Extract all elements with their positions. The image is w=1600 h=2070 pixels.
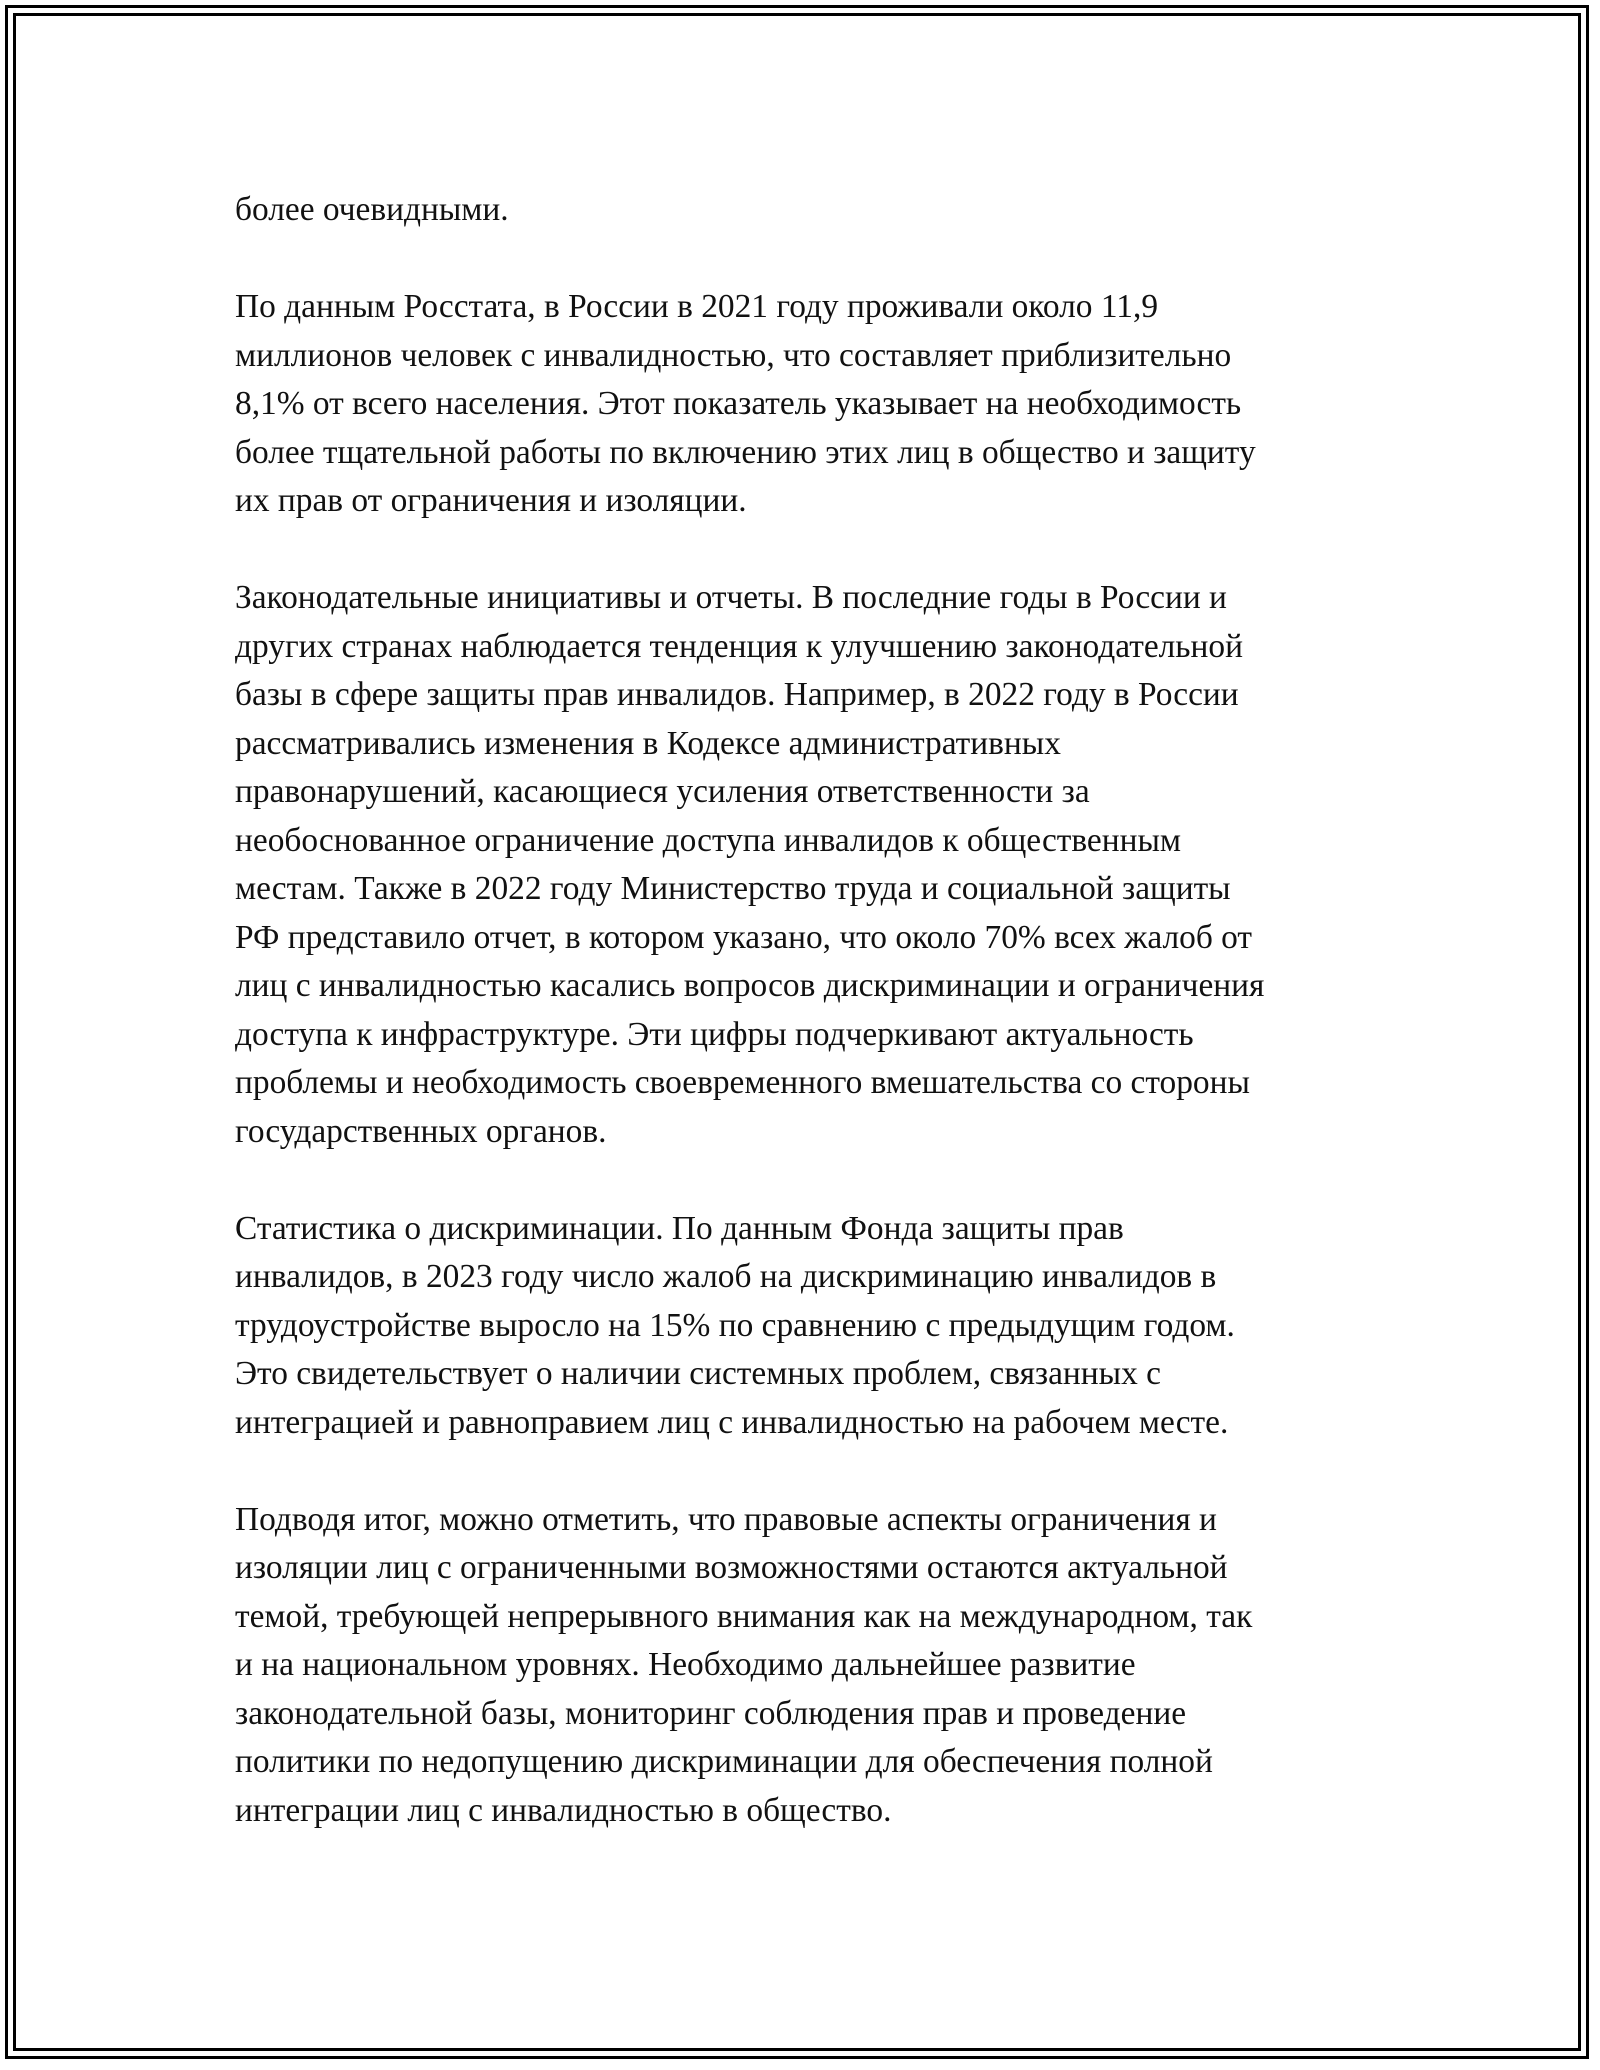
text-line: базы в сфере защиты прав инвалидов. Например, в 2022 году в России xyxy=(235,676,1239,713)
text-line: более очевидными. xyxy=(235,191,509,228)
paragraph xyxy=(235,1496,1385,1836)
paragraph xyxy=(235,1205,1385,1448)
paragraph xyxy=(235,186,1385,235)
text-line: Законодательные инициативы и отчеты. В последние годы в России и xyxy=(235,579,1227,616)
text-line: интеграции лиц с инвалидностью в общество. xyxy=(235,1791,892,1829)
text-line: необоснованное ограничение доступа инвалидов к общественным xyxy=(235,821,1182,859)
text-line: интеграцией и равноправием лиц с инвалидностью на рабочем месте. xyxy=(235,1403,1229,1441)
paragraph xyxy=(235,283,1385,526)
text-line: Это свидетельствует о наличии системных проблем, связанных с xyxy=(235,1355,1161,1392)
text-line: изоляции лиц с ограниченными возможностями остаются актуальной xyxy=(235,1549,1228,1586)
text-line: государственных органов. xyxy=(235,1112,607,1150)
text-line: лиц с инвалидностью касались вопросов дискриминации и ограничения xyxy=(235,967,1265,1004)
text-line: темой, требующей непрерывного внимания как на международном, так xyxy=(235,1597,1253,1635)
text-line: По данным Росстата, в России в 2021 году проживали около 11,9 xyxy=(235,288,1159,325)
text-line: правонарушений, касающиеся усиления ответственности за xyxy=(235,773,1090,810)
text-line: и на национальном уровнях. Необходимо дальнейшее развитие xyxy=(235,1646,1136,1683)
text-line: 8,1% от всего населения. Этот показатель указывает на необходимость xyxy=(235,385,1242,422)
text-line: более тщательной работы по включению этих лиц в общество и защиту xyxy=(235,433,1256,471)
text-line: инвалидов, в 2023 году число жалоб на дискриминацию инвалидов в xyxy=(235,1258,1217,1295)
text-line: доступа к инфраструктуре. Эти цифры подчеркивают актуальность xyxy=(235,1015,1194,1053)
text-line: Подводя итог, можно отметить, что правовые аспекты ограничения и xyxy=(235,1500,1217,1538)
text-line: их прав от ограничения и изоляции. xyxy=(235,482,747,519)
text-line: трудоустройстве выросло на 15% по сравнению с предыдущим годом. xyxy=(235,1306,1235,1344)
text-line: РФ представило отчет, в котором указано, что около 70% всех жалоб от xyxy=(235,918,1253,956)
document-body xyxy=(235,186,1385,1884)
text-line: других странах наблюдается тенденция к улучшению законодательной xyxy=(235,627,1243,665)
text-line: местам. Также в 2022 году Министерство труда и социальной защиты xyxy=(235,870,1231,907)
text-line: Статистика о дискриминации. По данным Фонда защиты прав xyxy=(235,1209,1124,1247)
paragraph xyxy=(235,574,1385,1156)
text-line: политики по недопущению дискриминации для обеспечения полной xyxy=(235,1743,1213,1780)
text-line: законодательной базы, мониторинг соблюдения прав и проведение xyxy=(235,1694,1187,1732)
text-line: рассматривались изменения в Кодексе административных xyxy=(235,724,1061,762)
text-line: проблемы и необходимость своевременного вмешательства со стороны xyxy=(235,1064,1250,1101)
text-line: миллионов человек с инвалидностью, что составляет приблизительно xyxy=(235,336,1232,374)
